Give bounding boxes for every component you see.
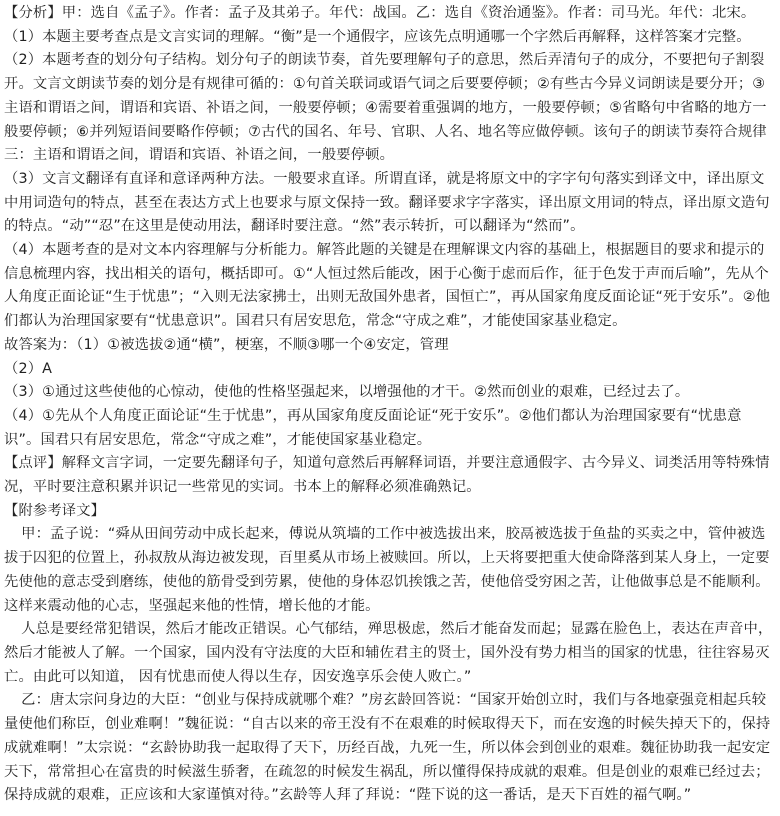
analysis-item-1: （1）本题主要考查点是文言实词的理解。“衡”是一个通假字，应该先点明通哪一个字然后再解释，这样答案才完整。 (4, 28, 751, 45)
answer-item-1: 故答案为：（1）①被选拔②通“横”，梗塞，不顺③哪一个④安定，管理 (4, 336, 449, 353)
translation-heading: 【附参考译文】 (4, 502, 106, 519)
answer-item-3: （3）①通过这些使他的心惊动，使他的性格坚强起来，以增强他的才干。②然而创业的艰难，已经过去了。 (4, 384, 690, 401)
analysis-item-2: （2）本题考查的划分句子结构。划分句子的朗读节奏，首先要理解句子的意思，然后弄清句子的成分，不要把句子割裂开。文言文朗读节奏的划分是有规律可循的：①句首关联词或语气词之后要要停顿；②有些古今异义词朗读是要分开；③主语和谓语之间，谓语和宾语、补语之间，一般要停顿；④需要着重强调的地方，一般要停顿；⑤省略句中省略的地方一般要停顿；⑥并列短语间要略作停顿；⑦古代的国名、年号、官职、人名、地名等应做停顿。该句子的朗读节奏符合规律三：主语和谓语之间，谓语和宾语、补语之间，一般要停顿。 (4, 52, 767, 164)
comment-paragraph: 【点评】解释文言字词，一定要先翻译句子，知道句意然后再解释词语，并要注意通假字、古今异义、词类活用等特殊情况，平时要注意积累并识记一些常见的实词。书本上的解释必须准确熟记。 (4, 455, 770, 496)
analysis-intro-paragraph: 【分析】甲：选自《孟子》。作者：孟子及其弟子。年代：战国。乙：选自《资治通鉴》。作者：司马光。年代：北宋。 (4, 5, 756, 21)
answer-item-2: （2）A (4, 360, 53, 377)
analysis-item-3: （3）文言文翻译有直译和意译两种方法。一般要求直译。所谓直译，就是将原文中的字字句句落实到译文中，译出原文中用词造句的特点，甚至在表达方式上也要求与原文保持一致。翻译要求字字落实，译出原文用词的特点，译出原文造句的特点。“动”“忍”在这里是使动用法，翻译时要注意。“然”表示转折，可以翻译为“然而”。 (4, 170, 770, 235)
translation-jia-paragraph-1: 甲：孟子说：“舜从田间劳动中成长起来，傅说从筑墙的工作中被选拔出来，胶鬲被选拔于鱼盐的买卖之中，管仲被选拔于囚犯的位置上，孙叔敖从海边被发现，百里奚从市场上被赎回。所以，上天将要把重大使命降落到某人身上，一定要先使他的意志受到磨练，使他的筋骨受到劳累，使他的身体忍饥挨饿之苦，使他倍受穷困之苦，让他做事总是不能顺利。这样来震动他的心志，坚强起来他的性情，增长他的才能。 (4, 526, 770, 614)
answer-item-4: （4）①先从个人角度正面论证“生于忧患”，再从国家角度反面论证“死于安乐”。②他们都认为治理国家要有“忧患意识”。国君只有居安思危，常念“守成之难”，才能使国家基业稳定。 (4, 407, 742, 448)
analysis-item-4: （4）本题考查的是对文本内容理解与分析能力。解答此题的关键是在理解课文内容的基础上，根据题目的要求和提示的信息梳理内容，找出相关的语句，概括即可。①“人恒过然后能改，困于心衡于虑而后作，征于色发于声而后喻”，先从个人角度正面论证“生于忧患”；“入则无法家拂士，出则无敌国外患者，国恒亡”，再从国家角度反面论证“死于安乐”。②他们都认为治理国家要有“忧患意识”。国君只有居安思危，常念“守成之难”，才能使国家基业稳定。 (4, 242, 771, 330)
translation-yi-paragraph: 乙：唐太宗问身边的大臣：“创业与保持成就哪个难？”房玄龄回答说：“国家开始创立时，我们与各地豪强竞相起兵较量使他们称臣，创业难啊！”魏征说：“自古以来的帝王没有不在艰难的时候取得天下，而在安逸的时候失掉天下的，保持成就难啊！”太宗说：“玄龄协助我一起取得了天下，历经百战，九死一生，所以体会到创业的艰难。魏征协助我一起安定天下，常常担心在富贵的时候滋生骄奢，在疏忽的时候发生祸乱，所以懂得保持成就的艰难。但是创业的艰难已经过去；保持成就的艰难，正应该和大家谨慎对待。”玄龄等人拜了拜说：“陛下说的这一番话，是天下百姓的福气啊。” (4, 692, 771, 804)
translation-jia-paragraph-2: 人总是要经常犯错误，然后才能改正错误。心气郁结，殚思极虑，然后才能奋发而起；显露在脸色上，表达在声音中，然后才能被人了解。一个国家，国内没有守法度的大臣和辅佐君主的贤士，国外没有势力相当的国家的忧患，往往容易灭亡。由此可以知道， 因有忧患而使人得以生存，因安逸享乐会使人败亡。” (4, 621, 773, 685)
